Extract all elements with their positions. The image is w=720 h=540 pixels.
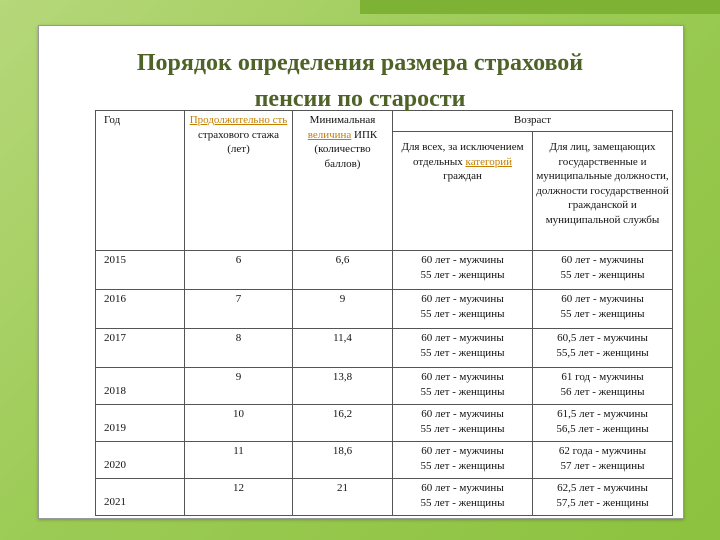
age-female: 56,5 лет - женщины bbox=[556, 422, 649, 435]
cell-duration: 7 bbox=[185, 290, 293, 329]
header-ipk bbox=[293, 111, 393, 251]
table-row bbox=[96, 329, 673, 368]
cell-duration: 10 bbox=[185, 405, 293, 442]
duration-label: страхового стажа (лет) bbox=[197, 128, 280, 155]
cell-age-officials bbox=[533, 251, 673, 290]
header-age: Возраст bbox=[393, 111, 673, 132]
age-female: 55 лет - женщины bbox=[420, 496, 505, 509]
cell-duration: 11 bbox=[185, 442, 293, 479]
age-male: 60,5 лет - мужчины bbox=[557, 332, 648, 344]
age-male: 60 лет - мужчины bbox=[421, 254, 504, 266]
cell-age-officials bbox=[533, 368, 673, 405]
age-male: 60 лет - мужчины bbox=[561, 293, 644, 305]
cell-ipk: 6,6 bbox=[293, 251, 393, 290]
header-age-officials: Для лиц, замещающих государственные и муниципальные должности, должности государственной гражданской и муниципальной службы bbox=[533, 132, 673, 251]
cell-year: 2018 bbox=[96, 368, 185, 405]
age-female: 55 лет - женщины bbox=[420, 346, 505, 359]
age-male: 60 лет - мужчины bbox=[421, 332, 504, 344]
age-female: 55 лет - женщины bbox=[420, 459, 505, 472]
age-female: 55 лет - женщины bbox=[420, 268, 505, 281]
age-male: 61,5 лет - мужчины bbox=[557, 408, 648, 420]
cell-age-general bbox=[393, 290, 533, 329]
cell-age-general bbox=[393, 442, 533, 479]
cell-year: 2016 bbox=[96, 290, 185, 329]
header-duration bbox=[185, 111, 293, 251]
age-female: 55,5 лет - женщины bbox=[556, 346, 649, 359]
age-female: 55 лет - женщины bbox=[560, 268, 645, 281]
table-row bbox=[96, 251, 673, 290]
table-row bbox=[96, 442, 673, 479]
categories-link[interactable]: категорий bbox=[465, 155, 512, 168]
age-male: 60 лет - мужчины bbox=[421, 408, 504, 420]
cell-ipk: 16,2 bbox=[293, 405, 393, 442]
cell-age-officials bbox=[533, 442, 673, 479]
cell-age-general bbox=[393, 368, 533, 405]
ipk-label-start: Минимальная bbox=[309, 114, 376, 126]
age-male: 62 года - мужчины bbox=[558, 445, 647, 457]
cell-duration: 12 bbox=[185, 479, 293, 516]
cell-age-officials bbox=[533, 479, 673, 516]
age-female: 57,5 лет - женщины bbox=[556, 496, 649, 509]
cell-year: 2019 bbox=[96, 405, 185, 442]
cell-age-officials bbox=[533, 329, 673, 368]
age-male: 61 год - мужчины bbox=[561, 371, 644, 383]
slide-title: Порядок определения размера страховой пенсии по старости bbox=[136, 50, 584, 112]
cell-year: 2017 bbox=[96, 329, 185, 368]
age-female: 55 лет - женщины bbox=[560, 307, 645, 320]
cell-ipk: 21 bbox=[293, 479, 393, 516]
age-male: 60 лет - мужчины bbox=[421, 482, 504, 494]
age-general-label: Для всех, за исключением отдельных bbox=[401, 141, 524, 168]
table-row bbox=[96, 479, 673, 516]
cell-duration: 9 bbox=[185, 368, 293, 405]
cell-ipk: 9 bbox=[293, 290, 393, 329]
cell-ipk: 13,8 bbox=[293, 368, 393, 405]
header-age-general bbox=[393, 132, 533, 251]
table-row bbox=[96, 290, 673, 329]
ipk-link[interactable]: величина bbox=[307, 128, 352, 141]
ipk-label-end: ИПК (количество баллов) bbox=[314, 128, 378, 170]
age-female: 55 лет - женщины bbox=[420, 385, 505, 398]
cell-year: 2015 bbox=[96, 251, 185, 290]
duration-link[interactable]: Продолжительно сть bbox=[189, 114, 288, 126]
age-male: 62,5 лет - мужчины bbox=[557, 482, 648, 494]
cell-duration: 6 bbox=[185, 251, 293, 290]
cell-age-general bbox=[393, 329, 533, 368]
pension-table bbox=[95, 110, 673, 516]
cell-age-officials bbox=[533, 290, 673, 329]
cell-year: 2020 bbox=[96, 442, 185, 479]
cell-year: 2021 bbox=[96, 479, 185, 516]
cell-age-general bbox=[393, 251, 533, 290]
cell-duration: 8 bbox=[185, 329, 293, 368]
age-female: 55 лет - женщины bbox=[420, 422, 505, 435]
cell-ipk: 18,6 bbox=[293, 442, 393, 479]
age-female: 56 лет - женщины bbox=[560, 385, 645, 398]
header-year: Год bbox=[96, 111, 185, 251]
age-male: 60 лет - мужчины bbox=[421, 445, 504, 457]
cell-age-general bbox=[393, 405, 533, 442]
cell-age-general bbox=[393, 479, 533, 516]
age-general-label-end: граждан bbox=[443, 170, 482, 182]
age-male: 60 лет - мужчины bbox=[561, 254, 644, 266]
header-accent-bar bbox=[360, 0, 720, 14]
age-male: 60 лет - мужчины bbox=[421, 293, 504, 305]
age-male: 60 лет - мужчины bbox=[421, 371, 504, 383]
age-female: 57 лет - женщины bbox=[560, 459, 645, 472]
table-row bbox=[96, 405, 673, 442]
cell-ipk: 11,4 bbox=[293, 329, 393, 368]
table-row bbox=[96, 368, 673, 405]
age-female: 55 лет - женщины bbox=[420, 307, 505, 320]
cell-age-officials bbox=[533, 405, 673, 442]
